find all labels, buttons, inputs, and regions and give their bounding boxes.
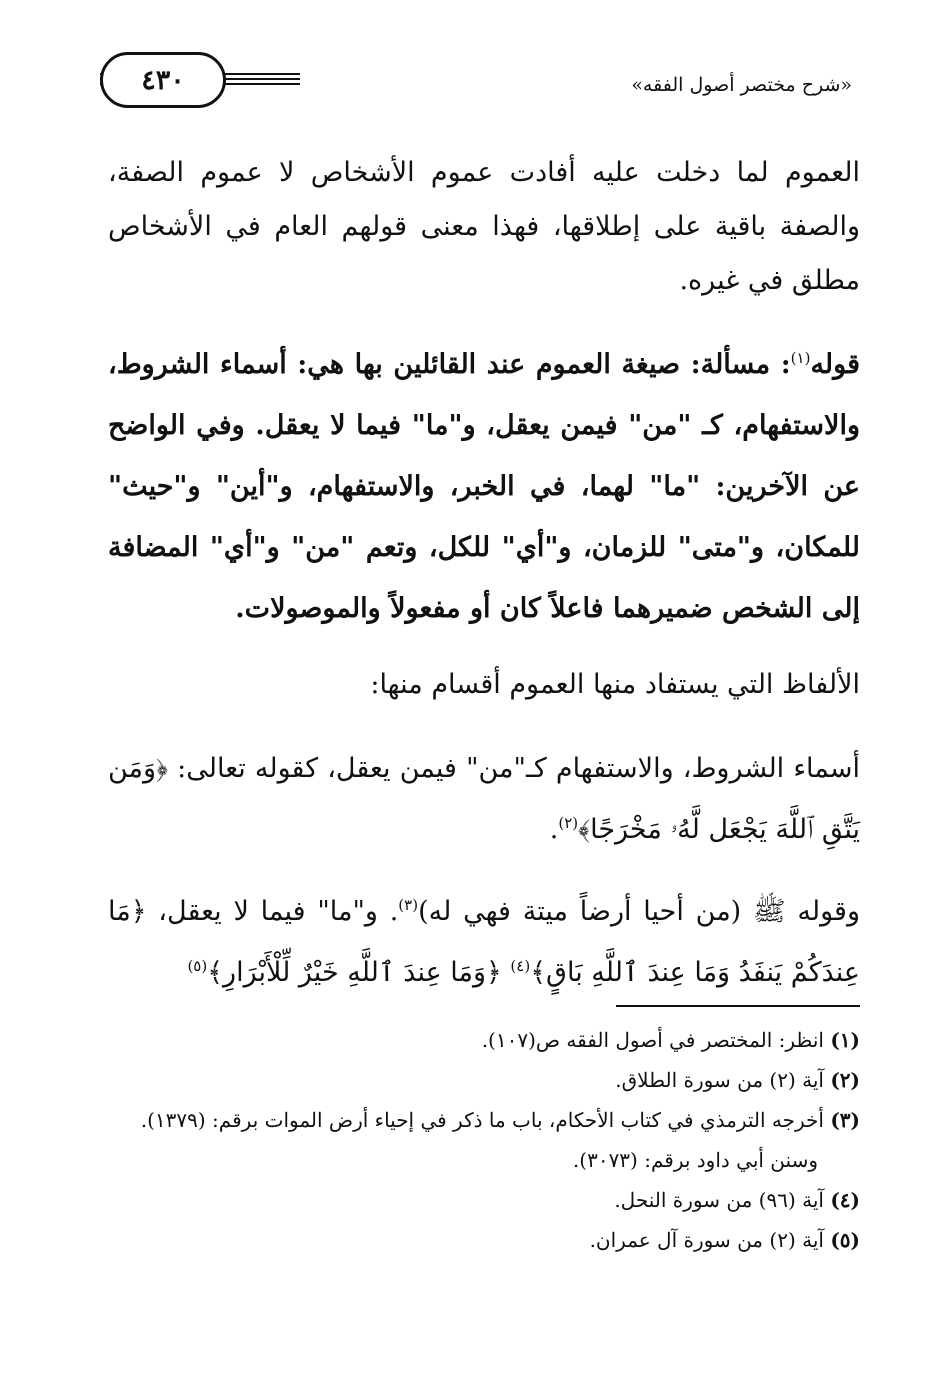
footnote-ref-5: (٥)	[187, 957, 208, 975]
paragraph-text: . و"ما" فيما لا يعقل،	[146, 896, 399, 927]
footnote-text: آية (٩٦) من سورة النحل.	[614, 1188, 831, 1212]
paragraph-2-matn	[108, 328, 860, 639]
footnote-text: آية (٢) من سورة آل عمران.	[589, 1228, 831, 1252]
footnote-text: وسنن أبي داود برقم: (٣٠٧٣).	[572, 1148, 818, 1172]
hadith-text: وقوله ﷺ (من أحيا أرضاً ميتة فهي له)	[418, 896, 860, 927]
paragraph-5	[108, 878, 860, 1000]
page-header	[100, 52, 860, 108]
paragraph-text: أسماء الشروط، والاستفهام كـ"من" فيمن يعقل، كقوله تعالى:	[168, 753, 860, 784]
quran-verse: ﴿مَا عِندَكُمْ يَنفَدُ وَمَا عِندَ ٱللَّهِ بَاقٍ﴾	[108, 896, 860, 988]
paragraph-1: العموم لما دخلت عليه أفادت عموم الأشخاص لا عموم الصفة، والصفة باقية على إطلاقها، فهذا معنى قولهم العام في الأشخاص مطلق في غيره.	[108, 157, 860, 296]
footnote-ref-3: (٣)	[398, 896, 419, 914]
running-title: «شرح مختصر أصول الفقه»	[631, 74, 852, 96]
footnotes	[105, 1020, 860, 1260]
footnote-text: آية (٢) من سورة الطلاق.	[615, 1068, 831, 1092]
footnote-number: (٤)	[830, 1188, 860, 1212]
paragraph-body: : مسألة: صيغة العموم عند القائلين بها هي: أسماء الشروط، والاستفهام، كـ "من" فيمن يعقل، و"ما" فيما لا يعقل. وفي الواضح عن الآخرين: "ما" لهما، في الخبر، والاستفهام، و"أين" و"حيث" للمكان، و"متى" للزمان، و"أي" للكل، وتعم "من" و"أي" المضافة إلى الشخص ضميرهما فاعلاً كان أو مفعولاً والموصولات.	[108, 349, 860, 624]
footnote-number: (١)	[830, 1028, 860, 1052]
paragraph-3: الألفاظ التي يستفاد منها العموم أقسام منها:	[370, 669, 860, 700]
footnote-number: (٣)	[830, 1108, 860, 1132]
footnote-2	[105, 1060, 860, 1100]
footnote-ref-1: (١)	[790, 349, 811, 367]
paragraph-end: .	[549, 814, 559, 845]
footnote-number: (٥)	[830, 1228, 860, 1252]
footnote-ref-2: (٢)	[558, 814, 579, 832]
page-number-badge: ٤٣٠	[100, 52, 226, 108]
quran-verse: ﴿وَمَا عِندَ ٱللَّهِ خَيْرٌ لِّلْأَبْرَارِ﴾	[207, 957, 511, 988]
footnote-number: (٢)	[830, 1068, 860, 1092]
paragraph-4	[108, 742, 860, 857]
footnote-3-continued	[105, 1140, 860, 1180]
footnote-4	[105, 1180, 860, 1220]
footnote-3	[105, 1100, 860, 1140]
footnote-text: أخرجه الترمذي في كتاب الأحكام، باب ما ذكر في إحياء أرض الموات برقم: (١٣٧٩).	[140, 1108, 831, 1132]
quran-verse: ﴿وَمَن يَتَّقِ ٱللَّهَ يَجْعَل لَّهُۥ مَخْرَجًا﴾	[108, 753, 860, 845]
footnote-5	[105, 1220, 860, 1260]
footnote-separator	[616, 1005, 860, 1007]
paragraph-lead: قوله	[810, 349, 860, 380]
footnote-1	[105, 1020, 860, 1060]
footnote-text: انظر: المختصر في أصول الفقه ص(١٠٧).	[481, 1028, 831, 1052]
footnote-ref-4: (٤)	[510, 957, 531, 975]
